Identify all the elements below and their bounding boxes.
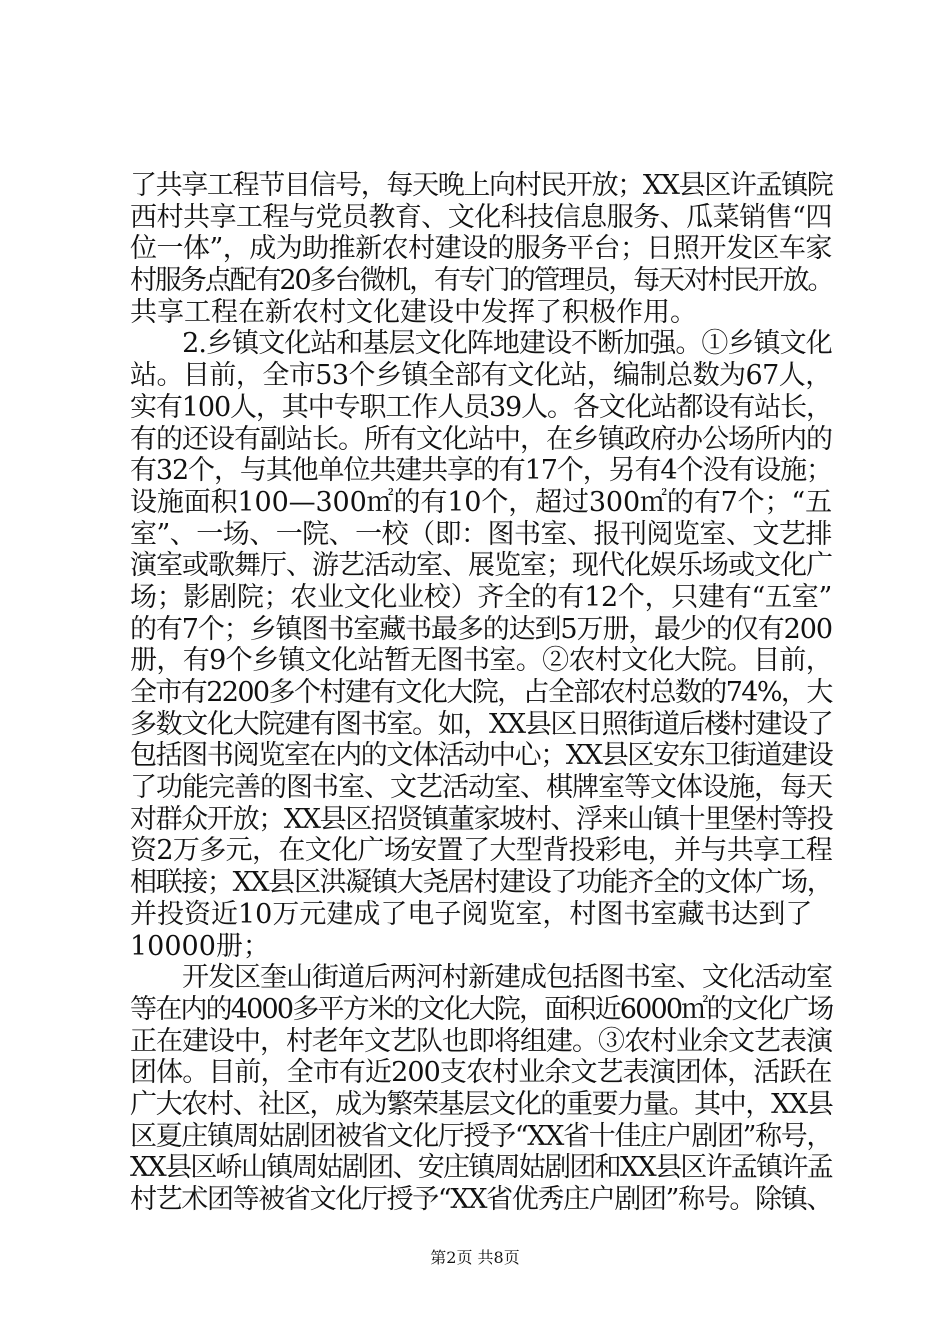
- text-line: 了共享工程节目信号，每天晚上向村民开放；XX县区许孟镇院: [130, 170, 833, 201]
- page-number-footer: 第2页 共8页: [430, 1248, 520, 1267]
- text-line: 包括图书阅览室在内的文体活动中心；XX县区安东卫街道建设: [130, 740, 833, 772]
- text-line: 正在建设中，村老年文艺队也即将组建。③农村业余文艺表演: [130, 1025, 832, 1057]
- text-line: 有的还设有副站长。所有文化站中，在乡镇政府办公场所内的: [130, 423, 832, 455]
- text-line: 对群众开放；XX县区招贤镇董家坡村、浮来山镇十里堡村等投: [130, 803, 833, 835]
- text-line: 实有100人，其中专职工作人员39人。各文化站都设有站长，: [130, 391, 832, 423]
- text-line: 开发区奎山街道后两河村新建成包括图书室、文化活动室: [130, 962, 832, 994]
- text-line: 资2万多元，在文化广场安置了大型背投彩电，并与共享工程: [130, 835, 833, 867]
- text-line: 并投资近10万元建成了电子阅览室，村图书室藏书达到了: [130, 898, 813, 930]
- text-line: 村服务点配有20多台微机，有专门的管理员，每天对村民开放。: [130, 265, 833, 297]
- text-line: 位一体”，成为助推新农村建设的服务平台；日照开发区车家: [130, 233, 832, 265]
- text-line: 了功能完善的图书室、文艺活动室、棋牌室等文体设施，每天: [130, 772, 832, 804]
- text-line: 多数文化大院建有图书室。如，XX县区日照街道后楼村建设了: [130, 708, 833, 740]
- document-body: [130, 170, 832, 1216]
- text-line: 村艺术团等被省文化厅授予“XX省优秀庄户剧团”称号。除镇、: [130, 1184, 833, 1215]
- text-line: 室”、一场、一院、一校（即：图书室、报刊阅览室、文艺排: [130, 518, 832, 550]
- text-line: 广大农村、社区，成为繁荣基层文化的重要力量。其中，XX县: [130, 1088, 833, 1120]
- text-line: 演室或歌舞厅、游艺活动室、展览室；现代化娱乐场或文化广: [130, 550, 832, 582]
- text-line: 等在内的4000多平方米的文化大院，面积近6000㎡的文化广场: [130, 993, 833, 1025]
- text-line: 西村共享工程与党员教育、文化科技信息服务、瓜菜销售“四: [130, 201, 832, 233]
- text-line: 区夏庄镇周姑剧团被省文化厅授予“XX省十佳庄户剧团”称号，: [130, 1120, 833, 1152]
- text-line: 有32个，与其他单位共建共享的有17个，另有4个没有设施；: [130, 455, 832, 487]
- text-line: 设施面积100—300㎡的有10个，超过300㎡的有7个；“五: [130, 486, 832, 518]
- text-line: 团体。目前，全市有近200支农村业余文艺表演团体，活跃在: [130, 1057, 832, 1089]
- text-line: 2.乡镇文化站和基层文化阵地建设不断加强。①乡镇文化: [130, 328, 832, 360]
- text-line: 的有7个；乡镇图书室藏书最多的达到5万册，最少的仅有200: [130, 613, 832, 645]
- text-line: 共享工程在新农村文化建设中发挥了积极作用。: [130, 296, 697, 328]
- text-line: 全市有2200多个村建有文化大院，占全部农村总数的74%，大: [130, 677, 832, 708]
- text-line: 册，有9个乡镇文化站暂无图书室。②农村文化大院。目前，: [130, 645, 833, 677]
- text-line: 站。目前，全市53个乡镇全部有文化站，编制总数为67人，: [130, 360, 832, 392]
- text-line: 10000册；: [130, 930, 270, 962]
- text-line: XX县区峤山镇周姑剧团、安庄镇周姑剧团和XX县区许孟镇许孟: [130, 1152, 832, 1184]
- text-line: 场；影剧院；农业文化业校）齐全的有12个，只建有“五室”: [130, 581, 832, 613]
- text-line: 相联接；XX县区洪凝镇大尧居村建设了功能齐全的文体广场，: [130, 867, 833, 899]
